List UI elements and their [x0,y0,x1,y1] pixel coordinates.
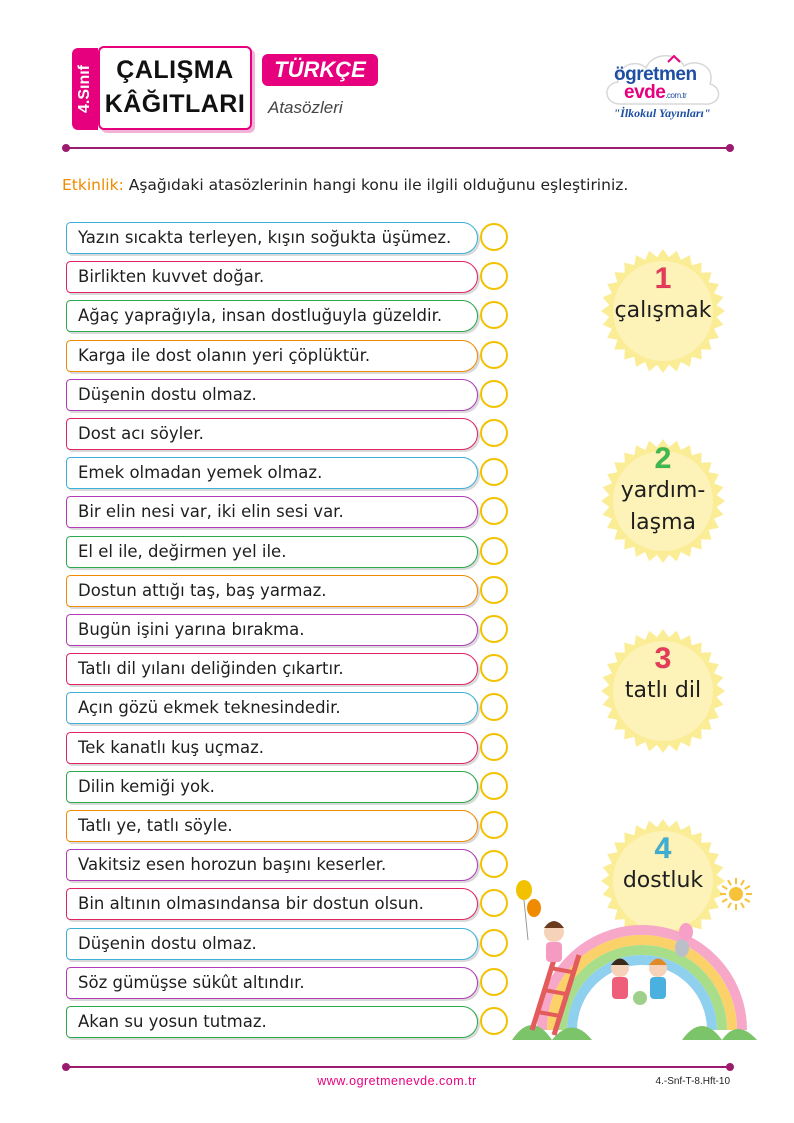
match-dot[interactable] [480,772,508,800]
page-code: 4.-Snf-T-8.Hft-10 [655,1076,730,1087]
publisher-logo [598,46,726,130]
topic-label-line-2: laşma [630,510,696,535]
proverb-text: Dilin kemiği yok. [66,771,478,803]
match-dot[interactable] [480,654,508,682]
subject-badge: TÜRKÇE [262,54,378,86]
proverb-row [66,928,510,960]
proverb-text: Dostun attığı taş, baş yarmaz. [66,575,478,607]
title-line-2: KÂĞITLARI [104,90,246,118]
proverb-row [66,810,510,842]
proverb-row [66,653,510,685]
proverb-text: Bir elin nesi var, iki elin sesi var. [66,496,478,528]
proverb-text: Emek olmadan yemek olmaz. [66,457,478,489]
topic-label: yardım- [620,478,706,503]
instruction [62,176,628,194]
proverb-text: Düşenin dostu olmaz. [66,379,478,411]
match-dot[interactable] [480,615,508,643]
proverb-row [66,418,510,450]
proverb-text: Düşenin dostu olmaz. [66,928,478,960]
proverb-text: El el ile, değirmen yel ile. [66,536,478,568]
proverb-text: Tatlı dil yılanı deliğinden çıkartır. [66,653,478,685]
topic-sun [600,438,726,564]
topic-number: 2 [654,442,672,475]
topic-label: Atasözleri [268,98,343,117]
children-rainbow-illustration [512,840,762,1040]
proverb-row [66,771,510,803]
proverb-text: Birlikten kuvvet doğar. [66,261,478,293]
proverb-text: Vakitsiz esen horozun başını keserler. [66,849,478,881]
small-sun-icon [718,876,754,912]
match-dot[interactable] [480,262,508,290]
topic-label: dostluk [622,868,704,893]
match-dot[interactable] [480,1007,508,1035]
match-dot[interactable] [480,811,508,839]
proverb-row [66,536,510,568]
topic-number: 4 [654,832,672,865]
instruction-text: Aşağıdaki atasözlerinin hangi konu ile ilgili olduğunu eşleştiriniz. [123,176,629,194]
match-dot[interactable] [480,889,508,917]
grade-tab [72,48,98,130]
proverb-text: Açın gözü ekmek teknesindedir. [66,692,478,724]
topic-label: tatlı dil [624,678,702,703]
proverb-text: Bin altının olmasındansa bir dostun olsun. [66,888,478,920]
proverb-text: Dost acı söyler. [66,418,478,450]
worksheet-title [98,46,252,130]
match-dot[interactable] [480,929,508,957]
logo-wordmark: ögretmen evde.com.tr [614,64,697,103]
proverb-row [66,732,510,764]
proverb-text: Yazın sıcakta terleyen, kışın soğukta üşümez. [66,222,478,254]
topic-number: 3 [654,642,672,675]
footer-url[interactable]: www.ogretmenevde.com.tr [317,1074,477,1088]
match-dot[interactable] [480,341,508,369]
instruction-label: Etkinlik: [62,176,124,194]
match-dot[interactable] [480,537,508,565]
topic-sun [600,628,726,754]
topic-number: 1 [654,262,672,295]
proverb-row [66,457,510,489]
match-dot[interactable] [480,223,508,251]
topic-sun [600,248,726,374]
proverb-text: Söz gümüşse sükût altındır. [66,967,478,999]
title-line-1: ÇALIŞMA [116,56,234,84]
logo-tagline: "İlkokul Yayınları" [613,106,711,120]
proverb-row [66,379,510,411]
topic-label: çalışmak [614,298,712,323]
proverb-text: Karga ile dost olanın yeri çöplüktür. [66,340,478,372]
proverb-row [66,261,510,293]
proverb-text: Tatlı ye, tatlı söyle. [66,810,478,842]
proverb-row [66,967,510,999]
match-dot[interactable] [480,968,508,996]
match-dot[interactable] [480,301,508,329]
proverb-text: Akan su yosun tutmaz. [66,1006,478,1038]
proverb-row [66,1006,510,1038]
proverb-row [66,888,510,920]
proverb-row [66,222,510,254]
match-dot[interactable] [480,419,508,447]
proverb-row [66,300,510,332]
footer-divider [66,1066,730,1068]
match-dot[interactable] [480,458,508,486]
match-dot[interactable] [480,693,508,721]
proverb-row [66,575,510,607]
proverb-text: Bugün işini yarına bırakma. [66,614,478,646]
proverb-text: Ağaç yaprağıyla, insan dostluğuyla güzeldir. [66,300,478,332]
match-dot[interactable] [480,497,508,525]
proverb-row [66,692,510,724]
header-divider [66,147,730,149]
match-dot[interactable] [480,850,508,878]
proverb-row [66,340,510,372]
proverb-row [66,614,510,646]
match-dot[interactable] [480,576,508,604]
match-dot[interactable] [480,380,508,408]
proverb-row [66,496,510,528]
grade-label: 4.Sınıf [76,64,93,114]
match-dot[interactable] [480,733,508,761]
proverb-row [66,849,510,881]
proverb-text: Tek kanatlı kuş uçmaz. [66,732,478,764]
